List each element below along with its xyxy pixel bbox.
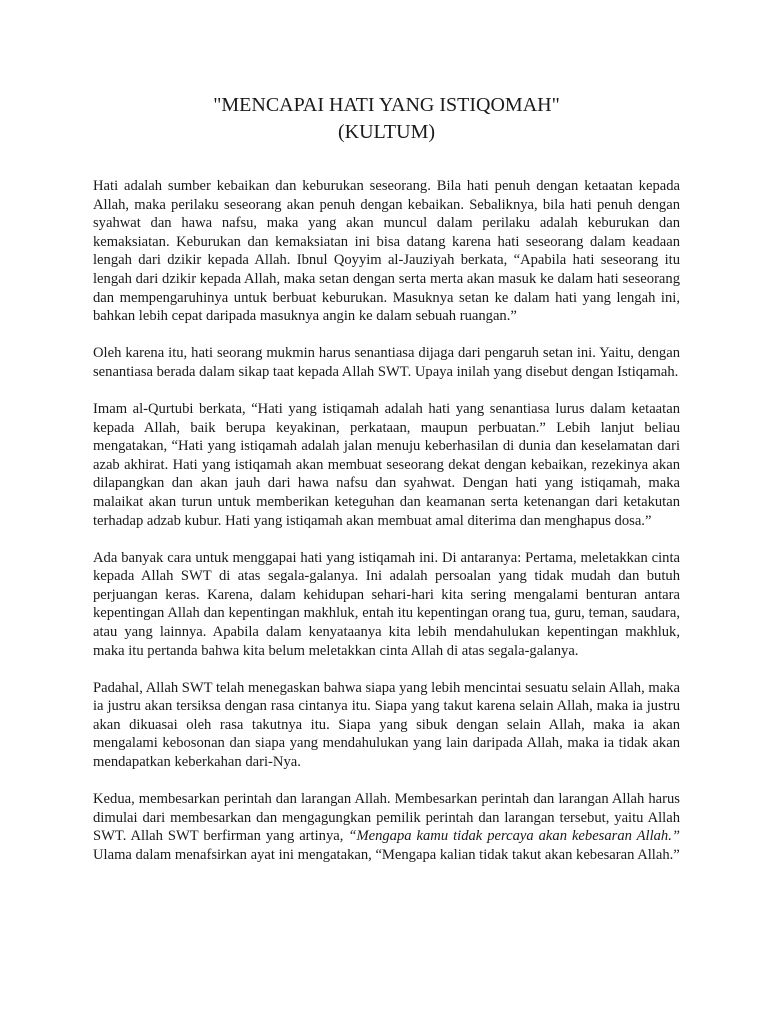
title-line-1: "MENCAPAI HATI YANG ISTIQOMAH" <box>213 94 560 116</box>
paragraph-text <box>93 790 680 864</box>
paragraph-6-part-1: Kedua, membesarkan perintah dan larangan Allah. Membesarkan perintah dan larangan Allah harus dimulai dari membesarkan dan mengagungkan pemilik perintah dan larangan tersebut, yaitu Allah SWT. Allah SWT berfirman yang artinya, <box>93 791 680 845</box>
paragraph-6 <box>93 790 680 864</box>
paragraph-text: Oleh karena itu, hati seorang mukmin harus senantiasa dijaga dari pengaruh setan ini. Yaitu, dengan senantiasa berada dalam sikap taat kepada Allah SWT. Upaya inilah yang disebut dengan Istiqamah. <box>93 345 680 380</box>
paragraph-text: Imam al-Qurtubi berkata, “Hati yang istiqamah adalah hati yang senantiasa lurus dalam ketaatan kepada Allah, baik berupa keyakinan, perkataan, maupun perbuatan.” Lebih lanjut beliau mengatakan, “Hati yang istiqamah adalah jalan menuju keberhasilan di dunia dan keselamatan dari azab akhirat. Hati yang istiqamah akan membuat seseorang dekat dengan kebaikan, rezekinya akan dilapangkan dan akan jauh dari hawa nafsu dan syahwat. Dengan hati yang istiqamah, maka malaikat akan turun untuk memberikan keteguhan dan keamanan serta ketenangan dari ketakutan terhadap adzab kubur. Hati yang istiqamah akan membuat amal diterima dan menghapus dosa.” <box>93 400 680 529</box>
paragraph-3 <box>93 400 680 530</box>
document-title <box>93 92 680 146</box>
paragraph-4 <box>93 549 680 661</box>
quran-quote-italic: “Mengapa kamu tidak percaya akan kebesaran Allah.” <box>348 828 680 845</box>
paragraph-5 <box>93 679 680 772</box>
paragraph-6-part-2: Ulama dalam menafsirkan ayat ini mengatakan, “Mengapa kalian tidak takut akan kebesaran Allah.” <box>93 846 680 863</box>
paragraph-2 <box>93 344 680 381</box>
title-line-2: (KULTUM) <box>337 121 436 143</box>
paragraph-text: Padahal, Allah SWT telah menegaskan bahwa siapa yang lebih mencintai sesuatu selain Allah, maka ia justru akan tersiksa dengan rasa cintanya itu. Siapa yang takut karena selain Allah, maka ia justru akan dikuasai oleh rasa takutnya itu. Siapa yang sibuk dengan selain Allah, maka ia akan mengalami kebosonan dan siapa yang mendahulukan yang lain daripada Allah, maka ia tidak akan mendapatkan keberkahan dari-Nya. <box>93 679 680 771</box>
paragraph-text: Hati adalah sumber kebaikan dan keburukan seseorang. Bila hati penuh dengan ketaatan kepada Allah, maka perilaku seseorang akan penuh dengan kebaikan. Sebaliknya, bila hati penuh dengan syahwat dan hawa nafsu, maka yang akan muncul dalam perilaku adalah keburukan dan kemaksiatan. Keburukan dan kemaksiatan ini bisa datang karena hati seseorang dalam keadaan lengah dari dzikir kepada Allah. Ibnul Qoyyim al-Jauziyah berkata, “Apabila hati seseorang itu lengah dari dzikir kepada Allah, maka setan dengan serta merta akan masuk ke dalam hati seseorang dan mempengaruhinya untuk berbuat keburukan. Masuknya setan ke dalam hati yang lengah ini, bahkan lebih cepat daripada masuknya angin ke dalam sebuah ruangan.” <box>93 178 680 325</box>
paragraph-text: Ada banyak cara untuk menggapai hati yang istiqamah ini. Di antaranya: Pertama, meletakkan cinta kepada Allah SWT di atas segala-galanya. Ini adalah persoalan yang tidak mudah dan butuh perjuangan keras. Karena, dalam kehidupan sehari-hari kita sering mengalami benturan antara kepentingan Allah dan kepentingan makhluk, entah itu kepentingan orang tua, guru, teman, saudara, atau yang lainnya. Apabila dalam kenyataanya kita lebih mendahulukan kepentingan makhluk, maka itu pertanda bahwa kita belum meletakkan cinta Allah di atas segala-galanya. <box>93 549 680 659</box>
paragraph-1 <box>93 177 680 326</box>
